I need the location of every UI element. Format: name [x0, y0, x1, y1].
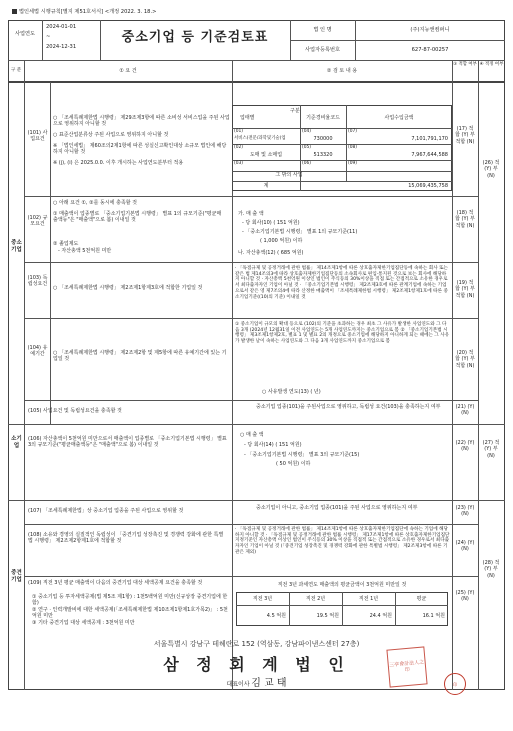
r106-rev-3: - 「중소기업기본법 시행령」 별표 3의 규모기준(15) — [244, 452, 360, 458]
firm-name: 삼 정 회 계 법 인 — [163, 655, 350, 674]
firm-address: 서울특별시 강남구 테헤란로 152 (역삼동, 강남파이낸스센터 27층) — [153, 640, 360, 648]
period-tilde: ~ — [46, 34, 51, 40]
row-num: (02) — [234, 145, 244, 150]
ceo-label: 대표이사 — [226, 681, 250, 688]
period-from: 2024-01-01 — [46, 24, 77, 30]
r101-code-1: 730000 — [313, 136, 333, 142]
r102-req-1: ○ 아래 요건 ①, ②를 동시에 충족할 것 — [53, 200, 138, 206]
period-to: 2024-12-31 — [46, 44, 77, 50]
r102-rev-1: 가. 매 출 액 — [238, 211, 264, 217]
page-title: 중소기업 등 기준검토표 — [121, 30, 269, 45]
r104-year: ○ 사유발생 연도(13) ( 년) — [262, 389, 321, 395]
r106-rev-1: ○ 매 출 액 — [240, 432, 264, 438]
r109-req-1: (109) 직전 3년 평균 매출액이 다음의 중견기업 대상 세액공제 요건을 충족할 것 — [28, 580, 203, 586]
r101-req-2: ○ 표준산업분류상 주된 사업으로 영위하지 아니할 것 — [53, 132, 169, 138]
r101-total-label: 계 — [263, 183, 269, 189]
r104-req-1: ○ 「조세특례제한법 시행령」 제2조제2항 및 제5항에 따른 유예기간에 있는 기업일 것 — [53, 350, 227, 363]
r101-fit: (17) 적 합 (Y) 부적합 (N) — [455, 126, 475, 145]
r108-fit: (24) (Y) (N) — [455, 540, 475, 553]
r101-req-1: ○ 「조세특례제한법 시행령」 제29조제3항에 따른 소비성 서비스업을 주된 사업으로 영위하지 아니할 것 — [53, 115, 230, 128]
r109-year-2: 직전 2년 — [305, 596, 326, 602]
r104-code: (104) 유예기간 — [27, 345, 48, 358]
r105-review: 중소기업 업종(101)을 주된사업으로 영위하고, 독립성 요건(103)을 충족하는지 여부 — [256, 404, 441, 410]
row-num: (05) — [302, 145, 312, 150]
bizno-label: 사업자등록번호 — [304, 47, 341, 53]
r103-req-1: ○ 「조세특례제한법 시행령」 제2조제1항제3호에 적합한 기업일 것 — [53, 285, 203, 291]
col-review: ② 검 토 내 용 — [326, 68, 358, 74]
sme-judge: (26) 적 (Y) 부 (N) — [482, 160, 500, 179]
row-num: (03) — [234, 161, 244, 166]
square-bullet-icon — [12, 9, 17, 14]
section-sme: 중소기업 — [11, 240, 22, 253]
r109-year-avg: 평균 — [416, 596, 427, 602]
r101-th-amt: 사업수입금액 — [384, 115, 414, 121]
r104-review: ① 중소기업이 규모의 확대 등으로 (102)의 기준을 초과하는 경우 최초 그 사유가 발생한 사업연도와 그 다음 3개 (2024년 12월31일 이전 사업연도는 5개 사업연도까지는 중소기업으로 봄 ② 「중소기업기본법 시행령」 제3조제1항제2호, 별표 1 및 별표 2의 개정으로 중소기업에 해당하지 아니하게 되는 때에는 그 사유가 발생한 날이 속하는 사업연도와 그 다음 3개 사업연도까지 중소기업으로 봄 — [235, 322, 450, 345]
col-judge: ④ 적정 여부 — [479, 62, 504, 67]
r106-req: (106) 자산총액이 5천억원 미만으로서 매출액이 업종별로 「중소기업기본법 시행령」 별표 3의 규모기준("평균매출액등"은 "매출액"으로 봄) 이내일 것 — [28, 436, 227, 449]
row-num: (07) — [348, 129, 358, 134]
mid-judge: (28) 적 (Y) 부 (N) — [482, 560, 500, 579]
corporate-seal: 三亭會計法人之印 — [386, 646, 427, 687]
r109-year-3: 직전 3년 — [252, 596, 273, 602]
r101-amt-1: 7,101,791,170 — [411, 136, 448, 142]
r109-req-4: ③ 기타 중견기업 대상 세액공제 : 3천억원 미만 — [32, 620, 135, 626]
ceo-line — [150, 678, 363, 691]
r107-req: (107) 「조세특례제한법」상 중소기업 업종을 주된 사업으로 영위할 것 — [28, 508, 184, 514]
r105-req: (105) 사업요건 및 독립성요건을 충족할 것 — [28, 408, 122, 414]
r109-val-1: 24.4 억원 — [369, 613, 392, 619]
row-num: (01) — [234, 129, 244, 134]
r101-th-div: 구분 — [290, 108, 300, 114]
r103-code: (103) 독립성요건 — [27, 275, 48, 288]
col-requirement: ① 요 건 — [119, 68, 137, 74]
r102-rev-4: ( 1,000 억원) 이하 — [260, 238, 303, 244]
col-fit: ③ 적합 여부 — [453, 62, 477, 67]
r101-code: (101) 사업요건 — [27, 130, 48, 143]
small-judge: (27) 적 (Y) 부 (N) — [482, 440, 500, 459]
r109-val-2: 19.5 억원 — [316, 613, 339, 619]
r101-req-3: ※ 「법인세법」 제60조의2제1항에 따른 성실신고확인대상 소규모 법인에 해당하지 아니할 것 — [53, 143, 227, 156]
r102-req-3: ② 졸업제도 — [53, 241, 79, 247]
r107-fit: (23) (Y) (N) — [455, 505, 475, 518]
r106-fit: (22) (Y) (N) — [455, 440, 475, 453]
r101-biz-1: 서비스(전문/과학및기술)업 — [234, 136, 286, 141]
section-small: 소기업 — [11, 436, 22, 449]
r103-review: · 「독점규제 및 공정거래에 관한 법률」 제14조제1항에 따른 상호출자제한기업집단등에 속하는 회사 또는 같은 법 제14조의3에 따라 상호출자제한기업집단등의 소속회사로 편입·통지된 것으로 보는 회사에 해당하지 아니할 것 · 자산총액 5천억원 이상인 법인이 주식등의 30%이상을 직접 또는 간접적으로 소유한 경우로서 최다출자자인 기업이 아닐 것 · 「중소기업기본법 시행령」 제2조제3호에 따른 관계기업에 속하는 기업으로서 같은 영 제7조의4에 따라 산정한 매출액이 「조세특례제한법 시행령」 제2조제1항제1호에 따른 중소기업기준((10)의 기준) 이내일 것 — [235, 266, 448, 300]
r101-req-4: ※ (j), (i) 은 2025.0.0. 이후 개시하는 사업연도분부터 적용 — [53, 160, 184, 166]
r102-req-4: - 자산총액 5천억원 미만 — [58, 248, 112, 254]
r101-code-2: 513320 — [313, 152, 333, 158]
r101-biz-3: 그 밖의 사업 — [275, 172, 303, 178]
r101-amt-2: 7,967,644,588 — [411, 152, 448, 158]
r102-req-2: ① 매출액이 업종별로 「중소기업기본법 시행령」 별표 1의 규모기준("평균매출액등"은 "매출액"으로 봄) 이내일 것 — [53, 211, 222, 224]
r105-fit: (21) (Y) (N) — [455, 404, 475, 417]
r106-rev-2: - 당 회사(14) ( 151 억원) — [244, 442, 302, 448]
r109-year-1: 직전 1년 — [358, 596, 379, 602]
r104-fit: (20) 적 합 (Y) 부적합 (N) — [455, 350, 475, 369]
r109-val-3: 4.5 억원 — [266, 613, 286, 619]
r102-fit: (18) 적 합 (Y) 부적합 (N) — [455, 210, 475, 229]
r101-total: 15,069,435,758 — [408, 183, 448, 189]
bizno: 627-87-00257 — [411, 47, 449, 53]
period-label: 사업연도 — [14, 31, 36, 37]
r108-req: (108) 소유와 경영의 실질적인 독립성이 「중견기업 성장촉진 및 경쟁력 강화에 관한 특별법 시행령」 제2조제2항제1호에 적합할 것 — [28, 532, 224, 545]
row-num: (08) — [348, 145, 358, 150]
r102-rev-3: - 「중소기업기본법 시행령」 별표 1의 규모기준(11) — [242, 229, 358, 235]
r103-fit: (19) 적 합 (Y) 부적합 (N) — [455, 280, 475, 299]
corp-name: (주)지능앤컴퍼니 — [410, 27, 450, 33]
r109-fit: (25) (Y) (N) — [455, 590, 475, 603]
ceo-seal: 印 — [444, 673, 466, 695]
section-mid: 중견기업 — [11, 570, 22, 583]
r109-req-3: ② 연구 · 인력개발비에 대한 세액공제(「조세특례제한법 제10조제1항제1호가목2)」 : 5천억원 미만 — [32, 607, 228, 620]
r102-rev-2: - 당 회사(10) ( 151 억원) — [242, 220, 300, 226]
col-section: 구 분 — [10, 68, 22, 73]
corp-name-label: 법 인 명 — [313, 27, 332, 33]
form-header: 법인세법 시행규칙[별지 제51호서식] <개정 2022. 3. 18.> — [12, 9, 156, 16]
r109-review-head: 직전 3년 과세연도 매출액의 평균금액이 3천억원 미만일 것 — [277, 582, 407, 588]
r108-review: · 「독점규제 및 공정거래에 관한 법률」 제14조제1항에 따른 상호출자제한기업집단에 속하는 기업에 해당하지 아니할 것 · 「독점규제 및 공정거래에 관한 법률 시행령」 제17조제1항에 따른 상호출자제한기업집단 지정기준인 자산총액 이상인 법인이 주식등의 30% 이상을 직접적 또는 간접적으로 소유한 경우로서 최다출자자인 기업이 아닐 것 (「중견기업 성장촉진 및 경쟁력 강화에 관한 특별법 시행령」 제2조제3항에 따른 기관은 제외) — [235, 527, 450, 555]
r107-review: 중소기업이 아니고, 중소기업 업종(101)을 주된 사업으로 영위하는지 여부 — [256, 505, 418, 511]
r109-req-2: ① 중소기업 등 투자세액공제(법 제5조 제1항) : 1천5백억원 미만(신규상장 중견기업에 한함) — [32, 594, 228, 607]
r102-rev-5: 나. 자산총액(12) ( 685 억원) — [238, 250, 304, 256]
ceo-name: 김 교 태 — [251, 678, 287, 689]
row-num: (06) — [302, 161, 312, 166]
r106-rev-4: ( 50 억원) 이하 — [276, 461, 311, 467]
row-num: (04) — [302, 129, 312, 134]
r102-code: (102) 규모요건 — [27, 215, 48, 228]
row-num: (09) — [348, 161, 358, 166]
r101-biz-2: 도매 및 소매업 — [249, 152, 283, 158]
r109-val-avg: 16.1 억원 — [422, 613, 445, 619]
r101-th-biz: 업태별 — [240, 115, 255, 121]
r101-th-code: 기준경비율코드 — [306, 115, 340, 121]
